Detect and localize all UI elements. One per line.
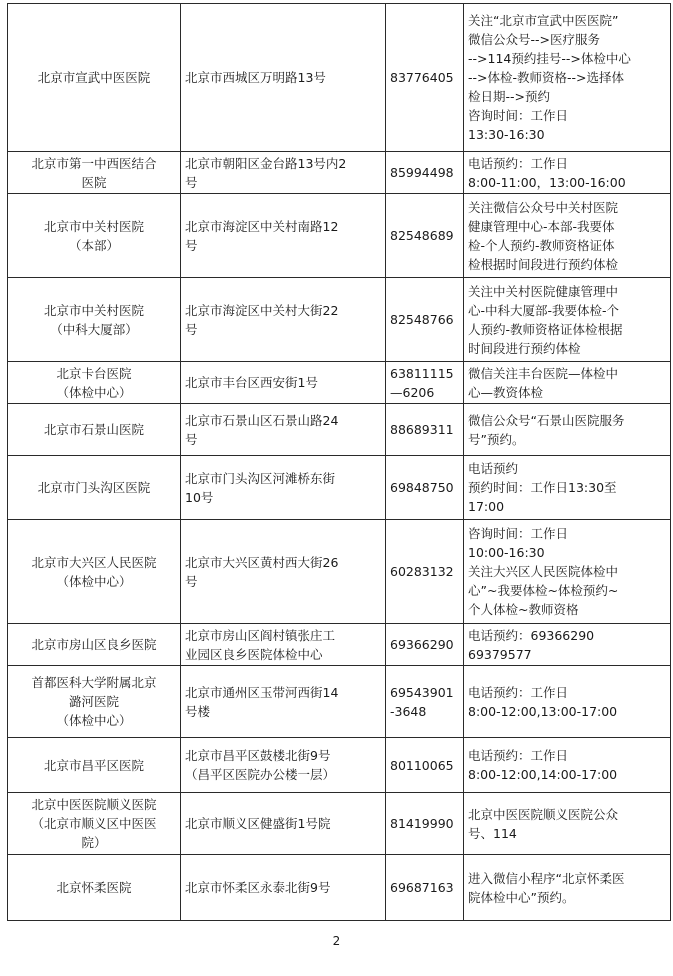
cell-line: 号 <box>185 573 198 589</box>
cell-line: 北京中医医院顺义医院公众 <box>468 806 619 822</box>
address-cell <box>181 520 386 624</box>
cell-line: 心—教资体检 <box>468 384 544 400</box>
cell-line: 北京市大兴区黄村西大街26 <box>185 554 339 570</box>
cell-line: 号 <box>185 174 198 190</box>
table-row <box>8 855 671 921</box>
hospital-name-cell <box>8 362 181 404</box>
phone-cell <box>386 793 464 855</box>
cell-line: 进入微信小程序“北京怀柔医 <box>468 870 625 886</box>
cell-line: 北京市海淀区中关村大街22 <box>185 302 339 318</box>
hospital-name-cell <box>8 520 181 624</box>
phone-cell <box>386 666 464 738</box>
address-cell <box>181 793 386 855</box>
cell-line: 号、114 <box>468 825 517 841</box>
cell-line: （体检中心） <box>56 384 132 400</box>
table-row <box>8 666 671 738</box>
cell-line: 号楼 <box>185 703 211 719</box>
cell-line: 潞河医院 <box>68 694 119 709</box>
hospital-name-cell <box>8 855 181 921</box>
appointment-info-cell <box>464 738 671 793</box>
hospital-name-cell <box>8 624 181 666</box>
table-row <box>8 793 671 855</box>
cell-line: 号 <box>185 321 198 337</box>
cell-line: 关注中关村医院健康管理中 <box>468 283 619 299</box>
cell-line: 院） <box>81 835 107 850</box>
hospital-name-cell <box>8 404 181 456</box>
cell-line: 电话预约 <box>468 461 519 476</box>
cell-line: 人预约-教师资格证体检根据 <box>468 321 623 337</box>
hospital-name-cell <box>8 152 181 194</box>
appointment-info-cell <box>464 793 671 855</box>
address-cell <box>181 152 386 194</box>
address-cell <box>181 456 386 520</box>
appointment-info-cell <box>464 362 671 404</box>
phone-cell <box>386 194 464 278</box>
cell-line: 北京中医医院顺义医院 <box>31 797 157 812</box>
address-cell <box>181 404 386 456</box>
cell-line: 北京怀柔医院 <box>56 880 132 895</box>
table-row <box>8 152 671 194</box>
hospital-name-cell <box>8 793 181 855</box>
appointment-info-cell <box>464 624 671 666</box>
cell-line: 北京市中关村医院 <box>43 302 144 318</box>
cell-line: 北京市中关村医院 <box>43 218 144 234</box>
cell-line: 北京市石景山医院 <box>43 422 144 437</box>
appointment-info-cell <box>464 152 671 194</box>
cell-line: 个人体检~教师资格 <box>468 602 579 617</box>
phone-cell <box>386 152 464 194</box>
cell-line: 预约时间：工作日13:30至 <box>468 480 617 495</box>
cell-line: 北京市昌平区医院 <box>43 757 144 773</box>
cell-line: 号 <box>185 431 198 447</box>
cell-line: 电话预约：工作日 <box>468 155 569 171</box>
hospital-name-cell <box>8 456 181 520</box>
cell-line: 69543901 <box>390 684 454 700</box>
cell-line: 88689311 <box>390 422 454 437</box>
cell-line: 心”~我要体检~体检预约~ <box>468 583 619 598</box>
phone-cell <box>386 738 464 793</box>
cell-line: 电话预约：69366290 <box>468 627 595 643</box>
appointment-info-cell <box>464 666 671 738</box>
hospital-name-cell <box>8 666 181 738</box>
cell-line: 检-个人预约-教师资格证体 <box>468 237 615 253</box>
phone-cell <box>386 520 464 624</box>
cell-line: 北京市房山区良乡医院 <box>31 637 157 652</box>
appointment-info-cell <box>464 520 671 624</box>
table-row <box>8 456 671 520</box>
hospital-name-cell <box>8 738 181 793</box>
address-cell <box>181 855 386 921</box>
cell-line: —6206 <box>390 384 435 400</box>
table-row <box>8 404 671 456</box>
address-cell <box>181 738 386 793</box>
cell-line: 8:00-12:00,13:00-17:00 <box>468 703 618 719</box>
cell-line: 微信公众号-->医疗服务 <box>468 32 600 47</box>
cell-line: 咨询时间：工作日 <box>468 108 569 123</box>
appointment-info-cell <box>464 456 671 520</box>
cell-line: （体检中心） <box>56 573 132 589</box>
table-row <box>8 738 671 793</box>
phone-cell <box>386 624 464 666</box>
cell-line: 北京市朝阳区金台路13号内2 <box>185 155 347 171</box>
address-cell <box>181 194 386 278</box>
address-cell <box>181 624 386 666</box>
cell-line: 微信公众号“石景山医院服务 <box>468 412 625 428</box>
phone-cell <box>386 855 464 921</box>
cell-line: 时间段进行预约体检 <box>468 340 581 356</box>
cell-line: 微信关注丰台医院—体检中 <box>468 365 619 381</box>
phone-cell <box>386 4 464 152</box>
cell-line: 关注微信公众号中关村医院 <box>468 199 619 215</box>
appointment-info-cell <box>464 404 671 456</box>
address-cell <box>181 4 386 152</box>
address-cell <box>181 666 386 738</box>
table-row <box>8 4 671 152</box>
cell-line: 81419990 <box>390 816 454 831</box>
phone-cell <box>386 278 464 362</box>
cell-line: -->体检-教师资格-->选择体 <box>468 70 625 85</box>
cell-line: 号”预约。 <box>468 431 525 447</box>
cell-line: 检日期-->预约 <box>468 89 550 104</box>
cell-line: 8:00-11:00，13:00-16:00 <box>468 174 626 190</box>
cell-line: 北京市丰台区西安街1号 <box>185 375 318 390</box>
cell-line: 北京市宣武中医医院 <box>37 70 151 85</box>
cell-line: 检根据时间段进行预约体检 <box>468 256 619 272</box>
cell-line: 北京市第一中西医结合 <box>31 155 157 171</box>
cell-line: （体检中心） <box>56 713 132 728</box>
table-row <box>8 278 671 362</box>
cell-line: 号 <box>185 237 198 253</box>
cell-line: 69379577 <box>468 646 532 662</box>
hospital-table-body <box>8 4 671 921</box>
cell-line: 63811115 <box>390 365 454 381</box>
cell-line: 关注大兴区人民医院体检中 <box>468 564 619 579</box>
cell-line: 83776405 <box>390 70 454 85</box>
cell-line: 北京市房山区阎村镇张庄工 <box>185 627 336 643</box>
hospital-table <box>7 3 671 921</box>
cell-line: 北京市门头沟区医院 <box>37 480 151 495</box>
cell-line: 60283132 <box>390 564 454 579</box>
cell-line: 心-中科大厦部-我要体检-个 <box>468 302 620 318</box>
appointment-info-cell <box>464 855 671 921</box>
cell-line: 北京市大兴区人民医院 <box>31 554 157 570</box>
hospital-name-cell <box>8 194 181 278</box>
cell-line: 北京市石景山区石景山路24 <box>185 412 339 428</box>
cell-line: 13:30-16:30 <box>468 127 545 142</box>
cell-line: 电话预约：工作日 <box>468 748 569 763</box>
cell-line: 业园区良乡医院体检中心 <box>185 646 323 662</box>
cell-line: （中科大厦部） <box>50 321 138 337</box>
cell-line: -3648 <box>390 703 427 719</box>
table-row <box>8 194 671 278</box>
cell-line: 82548766 <box>390 312 454 327</box>
cell-line: 10号 <box>185 489 214 505</box>
table-row <box>8 362 671 404</box>
cell-line: 69366290 <box>390 637 454 652</box>
cell-line: （本部） <box>68 237 119 253</box>
cell-line: 北京市西城区万明路13号 <box>185 70 326 85</box>
phone-cell <box>386 362 464 404</box>
cell-line: 69848750 <box>390 480 454 495</box>
page-number: 2 <box>332 934 341 948</box>
appointment-info-cell <box>464 4 671 152</box>
phone-cell <box>386 456 464 520</box>
cell-line: 北京市怀柔区永泰北街9号 <box>185 880 331 895</box>
cell-line: 医院 <box>81 174 107 190</box>
cell-line: 北京卡台医院 <box>56 365 132 381</box>
cell-line: 17:00 <box>468 499 505 514</box>
cell-line: 院体检中心”预约。 <box>468 889 575 905</box>
address-cell <box>181 362 386 404</box>
hospital-name-cell <box>8 4 181 152</box>
cell-line: （北京市顺义区中医医 <box>31 816 157 831</box>
address-cell <box>181 278 386 362</box>
cell-line: 电话预约：工作日 <box>468 684 569 700</box>
cell-line: 健康管理中心-本部-我要体 <box>468 218 615 234</box>
cell-line: 8:00-12:00,14:00-17:00 <box>468 767 618 782</box>
cell-line: 69687163 <box>390 880 454 895</box>
cell-line: 北京市顺义区健盛街1号院 <box>185 816 331 831</box>
cell-line: （昌平区医院办公楼一层） <box>185 767 336 782</box>
cell-line: 北京市门头沟区河滩桥东街 <box>185 470 336 486</box>
cell-line: 关注“北京市宣武中医医院” <box>468 13 619 28</box>
cell-line: -->114预约挂号-->体检中心 <box>468 51 631 66</box>
table-row <box>8 520 671 624</box>
cell-line: 北京市通州区玉带河西街14 <box>185 684 339 700</box>
phone-cell <box>386 404 464 456</box>
appointment-info-cell <box>464 194 671 278</box>
cell-line: 北京市海淀区中关村南路12 <box>185 218 339 234</box>
cell-line: 85994498 <box>390 165 454 180</box>
cell-line: 10:00-16:30 <box>468 545 545 560</box>
cell-line: 82548689 <box>390 228 454 243</box>
cell-line: 北京市昌平区鼓楼北街9号 <box>185 748 331 763</box>
table-row <box>8 624 671 666</box>
cell-line: 80110065 <box>390 757 454 773</box>
hospital-name-cell <box>8 278 181 362</box>
cell-line: 咨询时间：工作日 <box>468 526 569 541</box>
appointment-info-cell <box>464 278 671 362</box>
cell-line: 首都医科大学附属北京 <box>31 675 157 690</box>
